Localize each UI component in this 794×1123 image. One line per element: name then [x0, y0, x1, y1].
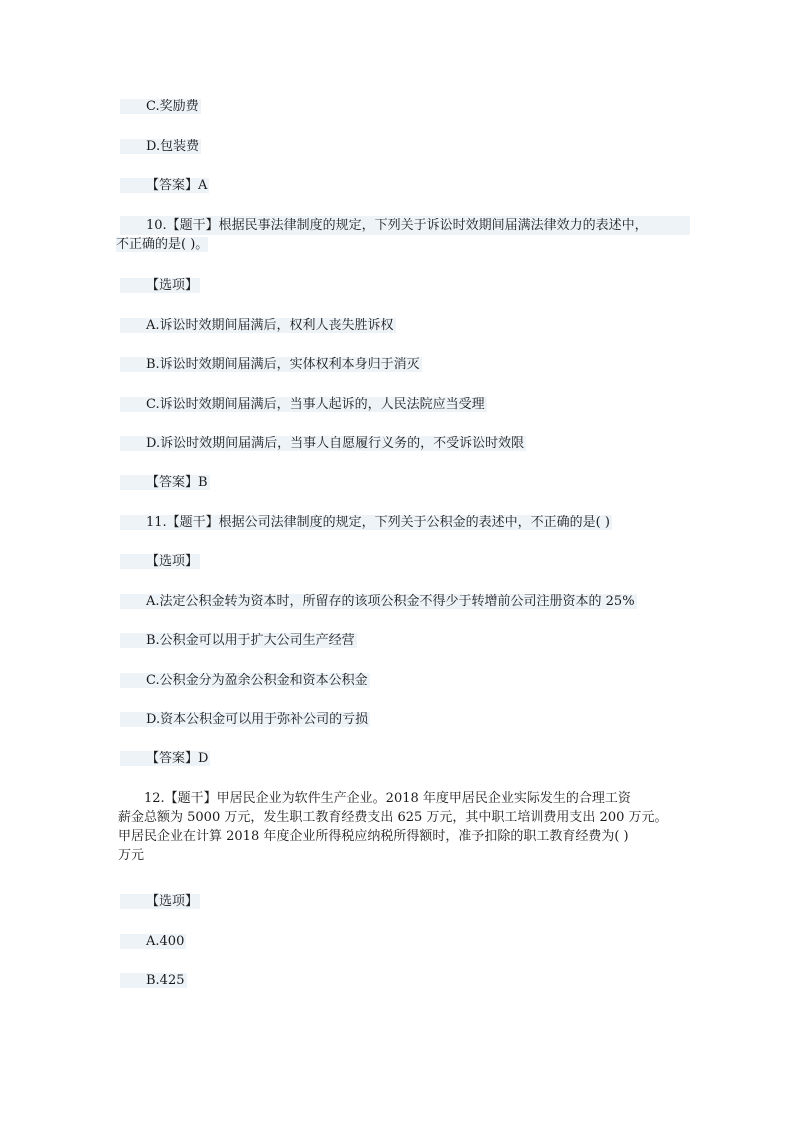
option-a	[120, 316, 396, 335]
option-b	[120, 971, 187, 990]
option-text: A.诉讼时效期间届满后，权利人丧失胜诉权	[146, 318, 394, 333]
option-a	[120, 932, 186, 951]
answer	[120, 749, 210, 768]
answer-text: 【答案】D	[146, 751, 209, 766]
option-d	[120, 710, 370, 729]
option-text: B.诉讼时效期间届满后，实体权利本身归于消灭	[146, 357, 420, 372]
answer-text: 【答案】A	[146, 178, 208, 193]
stem-line: 12.【题干】甲居民企业为软件生产企业。2018 年度甲居民企业实际发生的合理工资	[144, 791, 631, 806]
option-d	[120, 434, 526, 453]
question-stem	[118, 789, 688, 865]
options-label	[120, 552, 200, 571]
stem-line: 不正确的是( )。	[116, 237, 209, 252]
stem-line: 薪金总额为 5000 万元，发生职工教育经费支出 625 万元，其中职工培训费用支出 200 万元。	[118, 810, 668, 825]
option-text: C.诉讼时效期间届满后，当事人起诉的，人民法院应当受理	[146, 397, 485, 412]
answer-text: 【答案】B	[146, 475, 208, 490]
option-d	[120, 137, 201, 156]
option-text: B.425	[146, 973, 185, 988]
stem-line: 万元	[118, 848, 145, 863]
options-label-text: 【选项】	[146, 278, 199, 293]
option-text: D.诉讼时效期间届满后，当事人自愿履行义务的，不受诉讼时效限	[146, 436, 525, 451]
option-c	[120, 395, 487, 414]
option-text: D.包装费	[146, 139, 200, 154]
question-stem	[120, 513, 612, 532]
option-c	[120, 97, 201, 116]
option-a	[120, 592, 637, 611]
option-b	[120, 631, 357, 650]
option-b	[120, 355, 422, 374]
answer	[120, 473, 210, 492]
options-label-text: 【选项】	[146, 554, 199, 569]
option-text: A.法定公积金转为资本时，所留存的该项公积金不得少于转增前公司注册资本的 25%	[146, 594, 635, 609]
stem-line: 甲居民企业在计算 2018 年度企业所得税应纳税所得额时，准予扣除的职工教育经费为( )	[118, 829, 629, 844]
option-text: C.公积金分为盈余公积金和资本公积金	[146, 673, 368, 688]
options-label-text: 【选项】	[146, 894, 199, 909]
options-label	[120, 892, 200, 911]
stem-line: 10.【题干】根据民事法律制度的规定，下列关于诉讼时效期间届满法律效力的表述中，	[120, 216, 690, 235]
options-label	[120, 276, 200, 295]
question-stem	[116, 216, 690, 254]
option-text: B.公积金可以用于扩大公司生产经营	[146, 633, 355, 648]
option-text: A.400	[146, 934, 185, 949]
option-text: D.资本公积金可以用于弥补公司的亏损	[146, 712, 369, 727]
option-c	[120, 671, 370, 690]
stem-text: 11.【题干】根据公司法律制度的规定，下列关于公积金的表述中，不正确的是( )	[146, 515, 610, 530]
option-text: C.奖励费	[146, 99, 199, 114]
answer	[120, 176, 209, 195]
